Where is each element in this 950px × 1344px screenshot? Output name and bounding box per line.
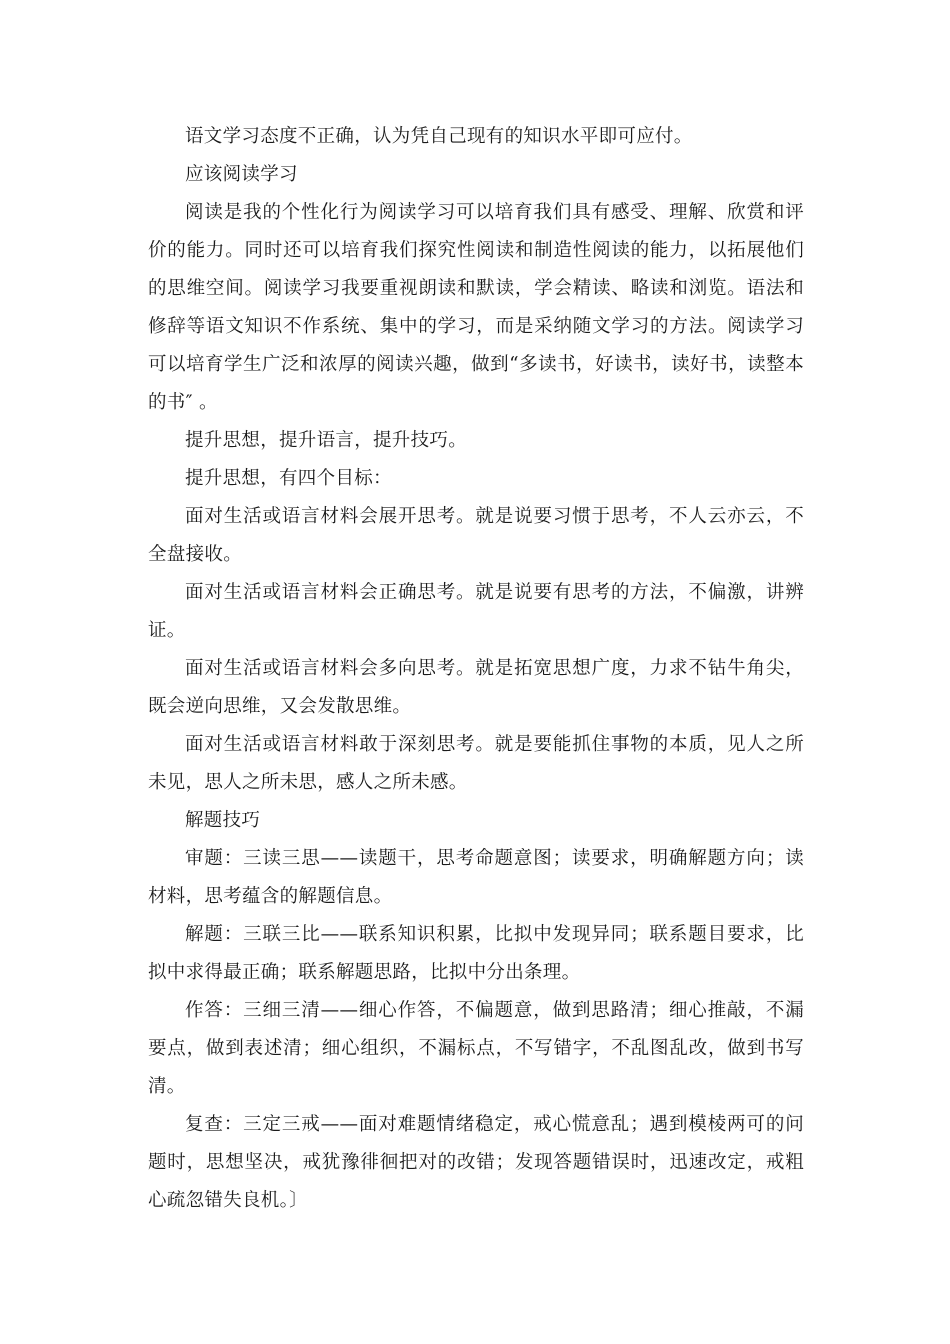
- paragraph-answer: 作答：三细三清——细心作答，不偏题意，做到思路清；细心推敲，不漏要点，做到表述清；细心组织，不漏标点，不写错字，不乱图乱改，做到书写清。: [148, 1000, 804, 1097]
- document-body: [148, 118, 804, 1220]
- paragraph-reading: 阅读是我的个性化行为阅读学习可以培育我们具有感受、理解、欣赏和评价的能力。同时还可以培育我们探究性阅读和制造性阅读的能力，以拓展他们的思维空间。阅读学习我要重视朗读和默读，学会精读、略读和浏览。语法和修辞等语文知识不作系统、集中的学习，而是采纳随文学习的方法。阅读学习可以培育学生广泛和浓厚的阅读兴趣，做到“多读书，好读书，读好书，读整本的书″ 。: [148, 202, 804, 413]
- paragraph-check: 复查：三定三戒——面对难题情绪稳定，戒心慌意乱；遇到模棱两可的问题时，思想坚决，戒犹豫徘徊把对的改错；发现答题错误时，迅速改定，戒粗心疏忽错失良机。〕: [148, 1114, 804, 1211]
- paragraph-solve: 解题：三联三比——联系知识积累，比拟中发现异同；联系题目要求，比拟中求得最正确；联系解题思路，比拟中分出条理。: [148, 924, 804, 983]
- paragraph-four-goals: 提升思想，有四个目标：: [185, 468, 392, 489]
- heading-solving-skills: 解题技巧: [185, 810, 261, 831]
- paragraph-review-question: 审题：三读三思——读题干，思考命题意图；读要求，明确解题方向；读材料，思考蕴含的解题信息。: [148, 848, 804, 907]
- heading-reading-study: 应该阅读学习: [185, 164, 298, 185]
- paragraph-goal-3: 面对生活或语言材料会多向思考。就是拓宽思想广度，力求不钻牛角尖，既会逆向思维，又会发散思维。: [148, 658, 804, 717]
- paragraph-goal-4: 面对生活或语言材料敢于深刻思考。就是要能抓住事物的本质，见人之所未见，思人之所未思，感人之所未感。: [148, 734, 804, 793]
- paragraph-goal-1: 面对生活或语言材料会展开思考。就是说要习惯于思考，不人云亦云，不全盘接收。: [148, 506, 804, 565]
- paragraph-attitude: 语文学习态度不正确，认为凭自己现有的知识水平即可应付。: [185, 126, 693, 147]
- paragraph-goal-2: 面对生活或语言材料会正确思考。就是说要有思考的方法，不偏激，讲辨证。: [148, 582, 804, 641]
- paragraph-improve: 提升思想，提升语言，提升技巧。: [185, 430, 468, 451]
